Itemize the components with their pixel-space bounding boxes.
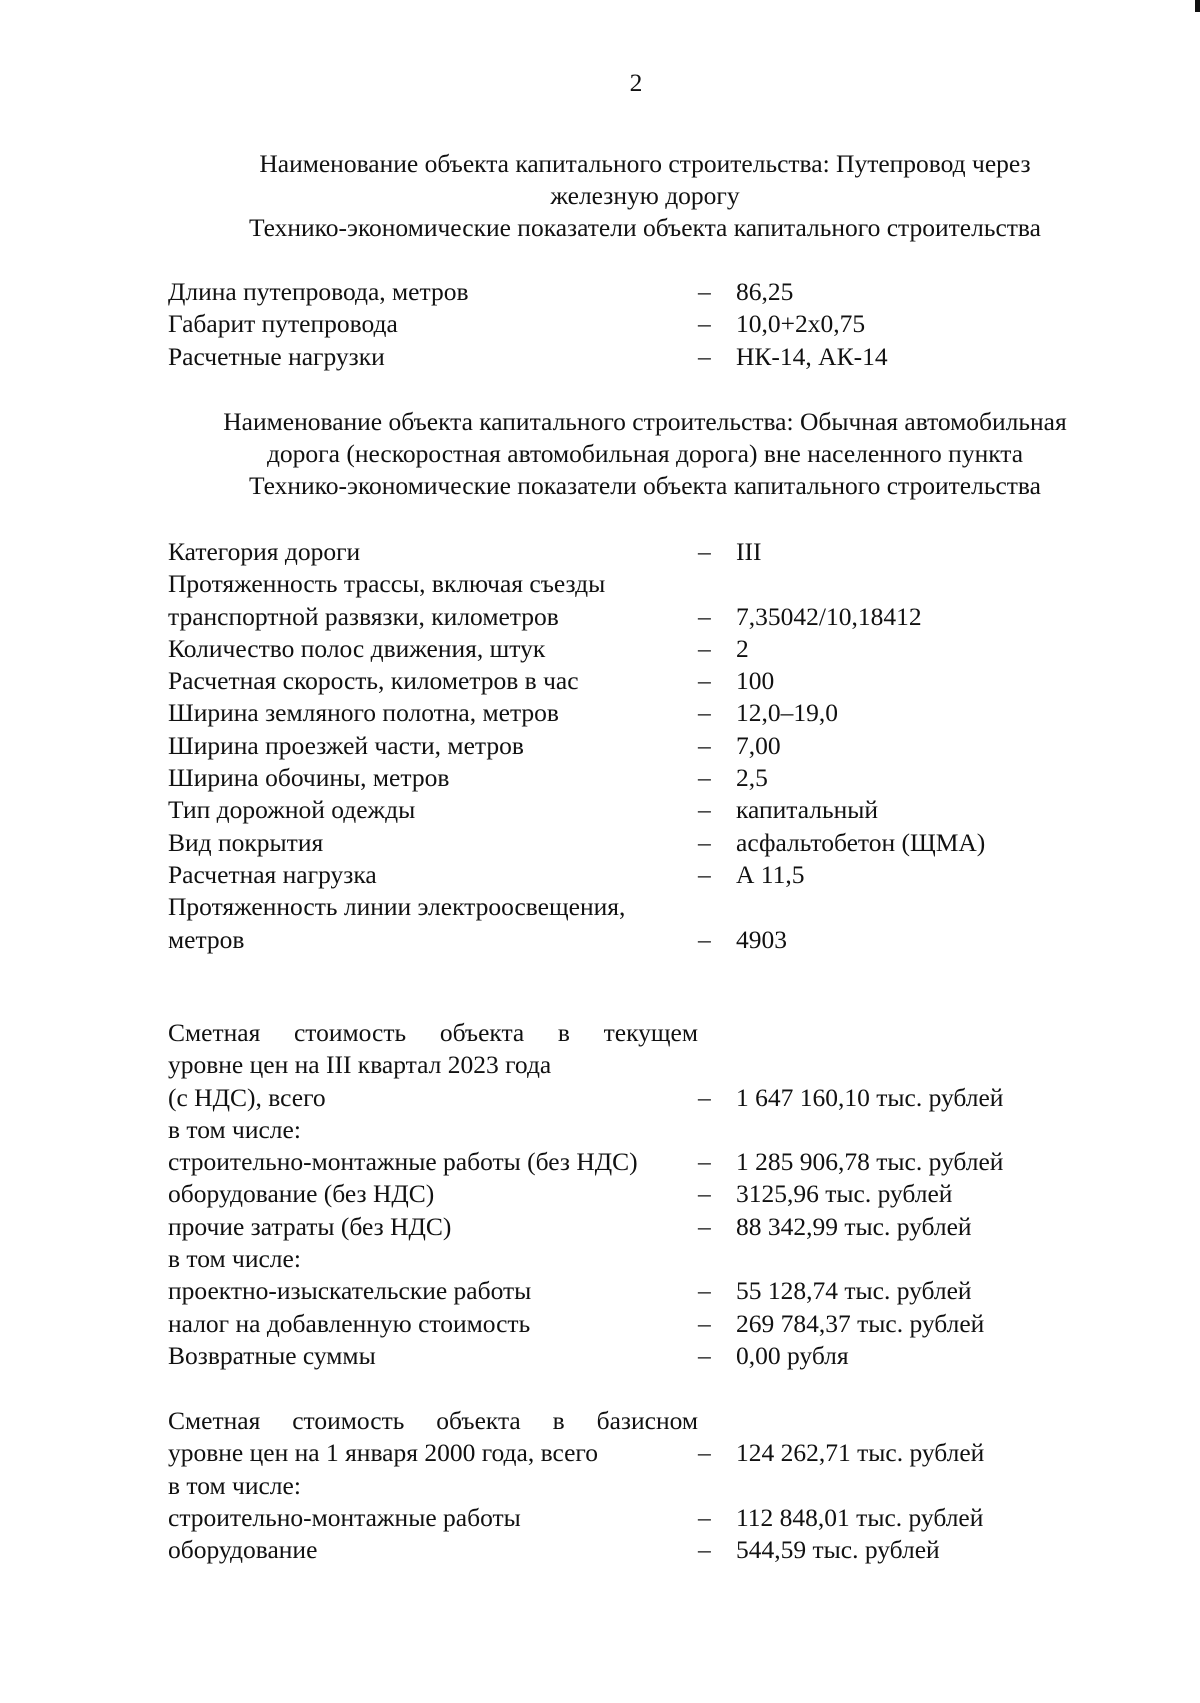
cost-base-prices	[168, 1405, 1068, 1566]
dash-separator: –	[698, 1308, 711, 1338]
parameter-row	[168, 859, 1068, 891]
title-line: Технико-экономические показатели объекта капитального строительства	[249, 471, 1041, 500]
parameter-label: строительно-монтажные работы	[168, 1502, 521, 1532]
parameter-row	[168, 276, 1068, 308]
parameter-row	[168, 1405, 1068, 1437]
dash-separator: –	[698, 730, 711, 760]
dash-separator: –	[698, 341, 711, 371]
parameter-row	[168, 794, 1068, 826]
parameter-label: Длина путепровода, метров	[168, 277, 469, 306]
title-line: дорога (нескоростная автомобильная дорога) вне населенного пункта	[266, 439, 1024, 468]
parameter-row	[168, 924, 1068, 956]
parameter-label: Категория дороги	[168, 537, 361, 566]
parameter-value: 124 262,71 тыс. рублей	[736, 1438, 985, 1468]
parameter-label: Протяженность трассы, включая съезды	[168, 569, 606, 599]
parameter-row	[168, 827, 1068, 859]
title-line: Наименование объекта капитального строительства: Путепровод через	[259, 149, 1031, 178]
parameter-label: Вид покрытия	[168, 827, 324, 857]
parameter-value: III	[736, 537, 762, 566]
dash-separator: –	[698, 698, 711, 728]
dash-separator: –	[698, 1211, 711, 1241]
parameter-label: в том числе:	[168, 1470, 301, 1500]
dash-separator: –	[698, 763, 711, 793]
parameter-label: Тип дорожной одежды	[168, 795, 416, 825]
parameter-label: (с НДС), всего	[168, 1082, 326, 1112]
parameter-value: 7,35042/10,18412	[736, 601, 922, 631]
parameter-row	[168, 1049, 1068, 1081]
parameter-value: капитальный	[736, 795, 879, 825]
parameter-value: 4903	[736, 924, 787, 954]
parameter-row	[168, 1178, 1068, 1210]
parameter-value: 88 342,99 тыс. рублей	[736, 1211, 972, 1241]
dash-separator: –	[698, 1082, 711, 1112]
parameter-label: Сметная стоимость объекта в текущем	[168, 1018, 698, 1047]
parameter-label: прочие затраты (без НДС)	[168, 1211, 452, 1241]
parameter-row	[168, 697, 1068, 729]
parameter-label: метров	[168, 924, 245, 954]
parameter-value: 544,59 тыс. рублей	[736, 1535, 940, 1565]
dash-separator: –	[698, 633, 711, 663]
parameter-row	[168, 601, 1068, 633]
dash-separator: –	[698, 601, 711, 631]
parameter-row	[168, 1114, 1068, 1146]
parameter-label: оборудование (без НДС)	[168, 1179, 435, 1209]
page-number: 2	[629, 68, 643, 97]
parameter-label: оборудование	[168, 1535, 318, 1565]
parameter-row	[168, 341, 1068, 373]
parameter-row	[168, 1340, 1068, 1372]
dash-separator: –	[698, 1179, 711, 1209]
parameter-row	[168, 1146, 1068, 1178]
parameter-value: 10,0+2х0,75	[736, 309, 866, 339]
parameter-value: 86,25	[736, 277, 794, 306]
parameter-label: Ширина проезжей части, метров	[168, 730, 524, 760]
parameter-label: Габарит путепровода	[168, 309, 398, 339]
parameter-row	[168, 536, 1068, 568]
parameter-row	[168, 1470, 1068, 1502]
parameter-value: А 11,5	[736, 859, 805, 889]
title-line: Наименование объекта капитального строительства: Обычная автомобильная	[223, 407, 1067, 436]
parameter-value: 0,00 рубля	[736, 1340, 849, 1370]
cost-current-prices	[168, 1017, 1068, 1372]
parameter-row	[168, 1437, 1068, 1469]
parameter-row	[168, 1275, 1068, 1307]
title-line: Технико-экономические показатели объекта капитального строительства	[249, 213, 1041, 242]
parameter-value: 112 848,01 тыс. рублей	[736, 1502, 984, 1532]
parameter-row	[168, 1243, 1068, 1275]
parameter-row	[168, 1211, 1068, 1243]
parameter-label: уровне цен на 1 января 2000 года, всего	[168, 1438, 599, 1468]
parameter-row	[168, 1082, 1068, 1114]
parameter-row	[168, 568, 1068, 600]
dash-separator: –	[698, 1438, 711, 1468]
parameter-value: 2,5	[736, 763, 768, 793]
dash-separator: –	[698, 827, 711, 857]
parameter-value: 269 784,37 тыс. рублей	[736, 1308, 985, 1338]
section1-title	[160, 148, 1130, 244]
parameter-row	[168, 1308, 1068, 1340]
parameter-row	[168, 1502, 1068, 1534]
dash-separator: –	[698, 1276, 711, 1306]
dash-separator: –	[698, 277, 711, 306]
dash-separator: –	[698, 924, 711, 954]
parameter-label: Расчетные нагрузки	[168, 341, 385, 371]
parameter-value: НК-14, АК-14	[736, 341, 888, 371]
parameter-label: Расчетная нагрузка	[168, 859, 377, 889]
parameter-value: 3125,96 тыс. рублей	[736, 1179, 953, 1209]
parameter-label: налог на добавленную стоимость	[168, 1308, 531, 1338]
dash-separator: –	[698, 309, 711, 339]
parameter-label: Ширина обочины, метров	[168, 763, 450, 793]
dash-separator: –	[698, 1340, 711, 1370]
parameter-label: проектно-изыскательские работы	[168, 1276, 532, 1306]
dash-separator: –	[698, 1147, 711, 1177]
parameter-value: 12,0–19,0	[736, 698, 838, 728]
parameter-label: Расчетная скорость, километров в час	[168, 666, 579, 696]
parameter-value: 1 285 906,78 тыс. рублей	[736, 1147, 1004, 1177]
dash-separator: –	[698, 666, 711, 696]
parameter-row	[168, 891, 1068, 923]
dash-separator: –	[698, 1502, 711, 1532]
parameter-row	[168, 1017, 1068, 1049]
parameter-label: Ширина земляного полотна, метров	[168, 698, 559, 728]
parameter-label: уровне цен на III квартал 2023 года	[168, 1050, 552, 1080]
dash-separator: –	[698, 537, 711, 566]
parameter-row	[168, 308, 1068, 340]
parameter-label: транспортной развязки, километров	[168, 601, 559, 631]
parameter-label: Сметная стоимость объекта в базисном	[168, 1406, 698, 1435]
parameter-label: в том числе:	[168, 1114, 301, 1144]
parameter-row	[168, 1534, 1068, 1566]
parameter-row	[168, 633, 1068, 665]
parameter-value: 100	[736, 666, 775, 696]
parameter-value: 7,00	[736, 730, 781, 760]
parameter-label: строительно-монтажные работы (без НДС)	[168, 1147, 638, 1177]
parameter-row	[168, 665, 1068, 697]
dash-separator: –	[698, 859, 711, 889]
parameter-label: Возвратные суммы	[168, 1340, 376, 1370]
parameter-value: асфальтобетон (ЩМА)	[736, 827, 986, 857]
parameter-label: Протяженность линии электроосвещения,	[168, 892, 626, 922]
dash-separator: –	[698, 795, 711, 825]
parameter-row	[168, 730, 1068, 762]
parameter-value: 55 128,74 тыс. рублей	[736, 1276, 972, 1306]
dash-separator: –	[698, 1535, 711, 1565]
parameter-value: 2	[736, 633, 749, 663]
parameter-label: Количество полос движения, штук	[168, 633, 546, 663]
section2-title	[160, 406, 1130, 502]
scan-corner-mark	[1195, 0, 1200, 12]
road-parameters	[168, 536, 1068, 956]
title-line: железную дорогу	[550, 181, 740, 210]
parameter-value: 1 647 160,10 тыс. рублей	[736, 1082, 1004, 1112]
bridge-parameters	[168, 276, 1068, 373]
parameter-label: в том числе:	[168, 1244, 301, 1274]
parameter-row	[168, 762, 1068, 794]
